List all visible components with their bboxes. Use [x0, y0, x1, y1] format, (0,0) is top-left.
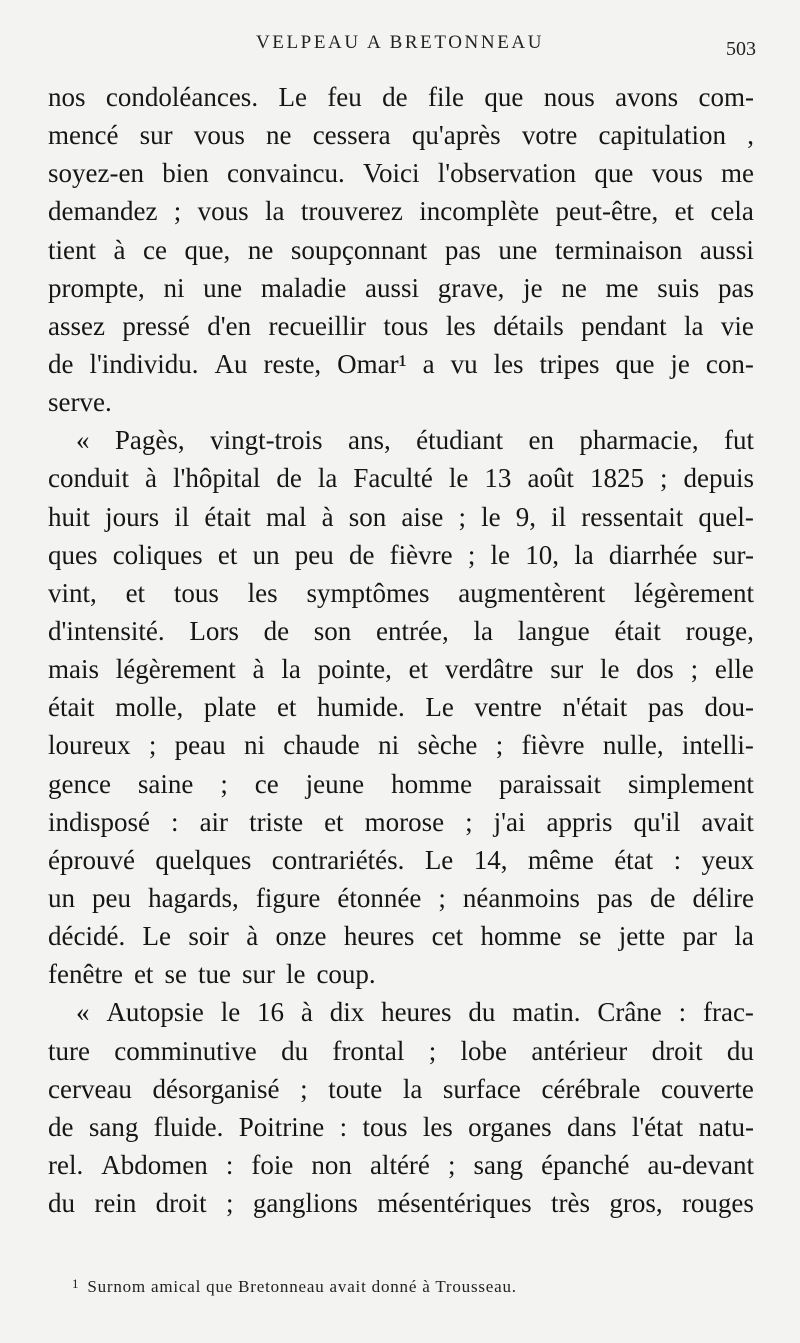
- text-line: gence saine ; ce jeune homme paraissait simplement: [48, 768, 754, 799]
- text-line: vint, et tous les symptômes augmentèrent légèrement: [48, 577, 754, 608]
- text-line: décidé. Le soir à onze heures cet homme se jette par la: [48, 921, 754, 952]
- text-line: assez pressé d'en recueillir tous les détails pendant la vie: [48, 310, 754, 341]
- text-line: de sang fluide. Poitrine : tous les organes dans l'état natu-: [48, 1111, 754, 1142]
- text-line: conduit à l'hôpital de la Faculté le 13 août 1825 ; depuis: [48, 463, 754, 494]
- text-line: nos condoléances. Le feu de file que nous avons com-: [48, 82, 754, 112]
- text-line: ques coliques et un peu de fièvre ; le 10, la diarrhée sur-: [48, 539, 754, 570]
- text-line: un peu hagards, figure étonnée ; néanmoins pas de délire: [48, 882, 754, 913]
- text-line: d'intensité. Lors de son entrée, la langue était rouge,: [48, 615, 754, 646]
- text-line: prompte, ni une maladie aussi grave, je ne me suis pas: [48, 272, 754, 303]
- text-line: ture comminutive du frontal ; lobe antérieur droit du: [48, 1035, 754, 1066]
- text-line: rel. Abdomen : foie non altéré ; sang épanché au-devant: [48, 1149, 754, 1180]
- text-line: indisposé : air triste et morose ; j'ai appris qu'il avait: [48, 806, 754, 837]
- running-header: VELPEAU A BRETONNEAU: [255, 32, 545, 53]
- text-line: huit jours il était mal à son aise ; le 9, il ressentait quel-: [48, 501, 754, 532]
- text-line: de l'individu. Au reste, Omar¹ a vu les tripes que je con-: [48, 348, 754, 379]
- text-line: éprouvé quelques contrariétés. Le 14, même état : yeux: [48, 844, 754, 875]
- text-line: demandez ; vous la trouverez incomplète peut-être, et cela: [48, 196, 754, 227]
- text-line: mencé sur vous ne cessera qu'après votre capitulation ,: [48, 120, 754, 151]
- text-line: serve.: [48, 387, 112, 418]
- text-line: soyez-en bien convaincu. Voici l'observation que vous me: [48, 158, 754, 189]
- text-line: cerveau désorganisé ; toute la surface cérébrale couverte: [48, 1073, 754, 1104]
- text-line: « Pagès, vingt-trois ans, étudiant en pharmacie, fut: [76, 425, 754, 456]
- footnote-text: Surnom amical que Bretonneau avait donné à Trousseau.: [87, 1277, 517, 1296]
- text-line: « Autopsie le 16 à dix heures du matin. Crâne : frac-: [76, 997, 754, 1028]
- text-line: mais légèrement à la pointe, et verdâtre sur le dos ; elle: [48, 654, 754, 685]
- text-line: du rein droit ; ganglions mésentériques très gros, rouges: [48, 1188, 754, 1219]
- text-line: tient à ce que, ne soupçonnant pas une terminaison aussi: [48, 234, 754, 265]
- text-line: fenêtre et se tue sur le coup.: [48, 959, 376, 990]
- footnote-marker: 1: [72, 1276, 80, 1291]
- footnote: [72, 1276, 517, 1297]
- body-text: [48, 78, 754, 1222]
- text-line: était molle, plate et humide. Le ventre n'était pas dou-: [48, 692, 754, 723]
- page-number: 503: [726, 38, 756, 60]
- text-line: loureux ; peau ni chaude ni sèche ; fièvre nulle, intelli-: [48, 730, 754, 761]
